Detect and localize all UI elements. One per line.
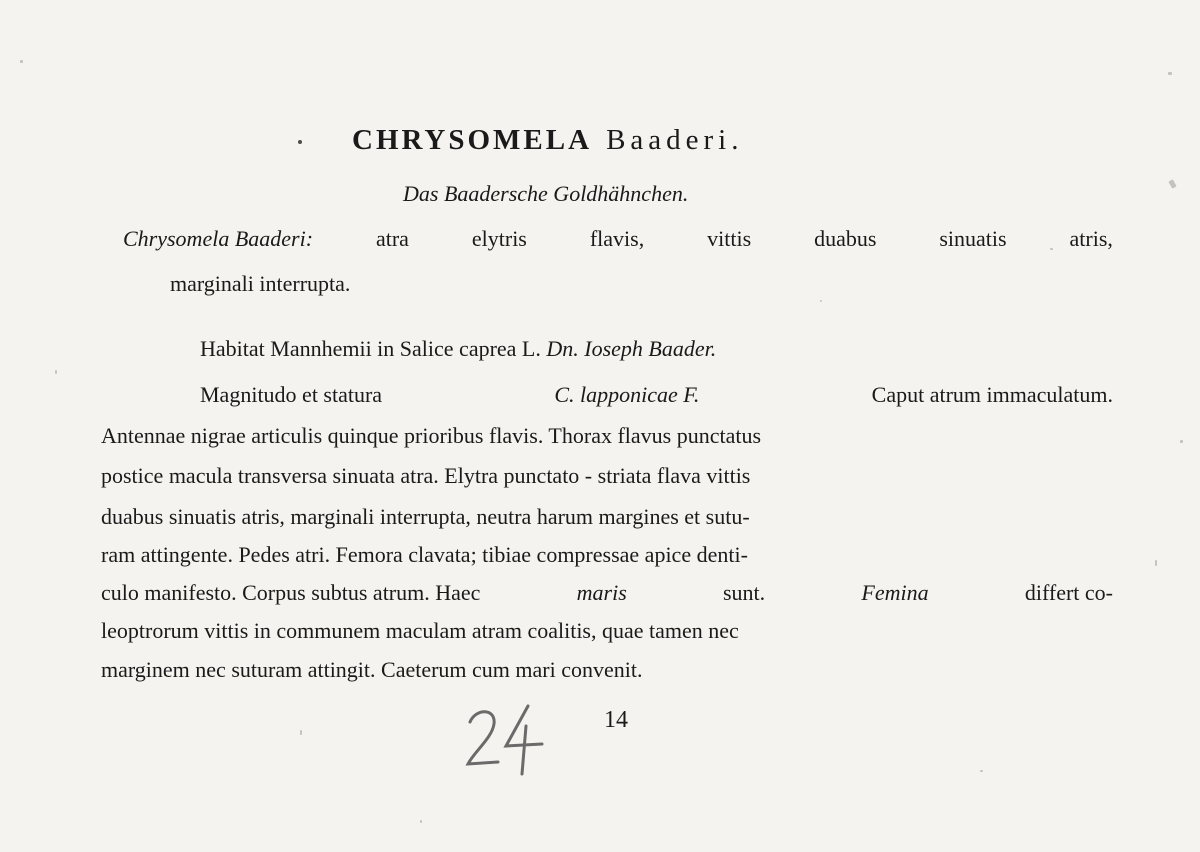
paper-speck bbox=[300, 730, 302, 735]
description-line-8 bbox=[101, 657, 941, 683]
diagnosis-term: Chrysomela Baaderi: bbox=[123, 226, 314, 251]
diagnosis-word: atra bbox=[375, 226, 409, 251]
paper-speck bbox=[980, 770, 983, 772]
paper-speck bbox=[820, 300, 822, 302]
description-text: Magnitudo et statura bbox=[200, 382, 383, 407]
description-line-4 bbox=[101, 504, 1113, 530]
description-italic: Femina bbox=[861, 580, 929, 605]
description-line-6 bbox=[101, 580, 1113, 606]
genus-name: CHRYSOMELA bbox=[352, 124, 593, 156]
diagnosis-word: duabus bbox=[814, 226, 877, 251]
description-text: sunt. bbox=[723, 580, 766, 605]
diagnosis-line-1 bbox=[123, 226, 1113, 252]
diagnosis-word: elytris bbox=[471, 226, 527, 251]
description-line-7 bbox=[101, 618, 1113, 644]
description-italic: maris bbox=[576, 580, 627, 605]
description-text: Caput atrum immaculatum. bbox=[871, 382, 1113, 407]
description-text: culo manifesto. Corpus subtus atrum. Haec bbox=[101, 580, 481, 605]
diagnosis-word: vittis bbox=[707, 226, 752, 251]
paper-speck bbox=[1168, 72, 1172, 75]
description-line-1 bbox=[200, 382, 1113, 408]
diagnosis-word: flavis, bbox=[589, 226, 645, 251]
description-text: leoptrorum vittis in communem maculam atram coalitis, quae tamen nec bbox=[101, 618, 739, 643]
species-title bbox=[352, 124, 743, 157]
description-line-5 bbox=[101, 542, 1113, 568]
diagnosis-word: atris, bbox=[1069, 226, 1113, 251]
description-line-2 bbox=[101, 423, 1113, 449]
habitat-text: Habitat Mannhemii in Salice caprea L. bbox=[200, 336, 541, 361]
description-text: marginem nec suturam attingit. Caeterum cum mari convenit. bbox=[101, 657, 643, 682]
handwritten-note-drawing bbox=[462, 700, 552, 780]
description-text: duabus sinuatis atris, marginali interrupta, neutra harum margines et sutu- bbox=[101, 504, 750, 529]
common-name: Das Baadersche Goldhähnchen. bbox=[403, 181, 689, 206]
paper-speck bbox=[1168, 179, 1176, 188]
paper-speck bbox=[1155, 560, 1157, 566]
description-line-3 bbox=[101, 463, 1113, 489]
description-text: ram attingente. Pedes atri. Femora clavata; tibiae compressae apice denti- bbox=[101, 542, 748, 567]
description-text: Antennae nigrae articulis quinque prioribus flavis. Thorax flavus punctatus bbox=[101, 423, 762, 448]
paper-speck bbox=[1180, 440, 1183, 443]
collector-name: Dn. Ioseph Baader. bbox=[546, 336, 717, 361]
description-text: postice macula transversa sinuata atra. Elytra punctato - striata flava vittis bbox=[101, 463, 751, 488]
species-name: Baaderi. bbox=[606, 124, 744, 156]
habitat-line bbox=[200, 336, 716, 362]
paper-speck bbox=[55, 370, 57, 374]
paper-speck bbox=[20, 60, 23, 63]
description-text: differt co- bbox=[1024, 580, 1113, 605]
diagnosis-word: sinuatis bbox=[939, 226, 1007, 251]
description-italic: C. lapponicae F. bbox=[554, 382, 700, 407]
diagnosis-line-2: marginali interrupta. bbox=[170, 271, 351, 296]
handwritten-note bbox=[462, 700, 552, 780]
page-number: 14 bbox=[604, 707, 628, 733]
paper-speck bbox=[298, 140, 302, 144]
paper-speck bbox=[420, 820, 422, 823]
